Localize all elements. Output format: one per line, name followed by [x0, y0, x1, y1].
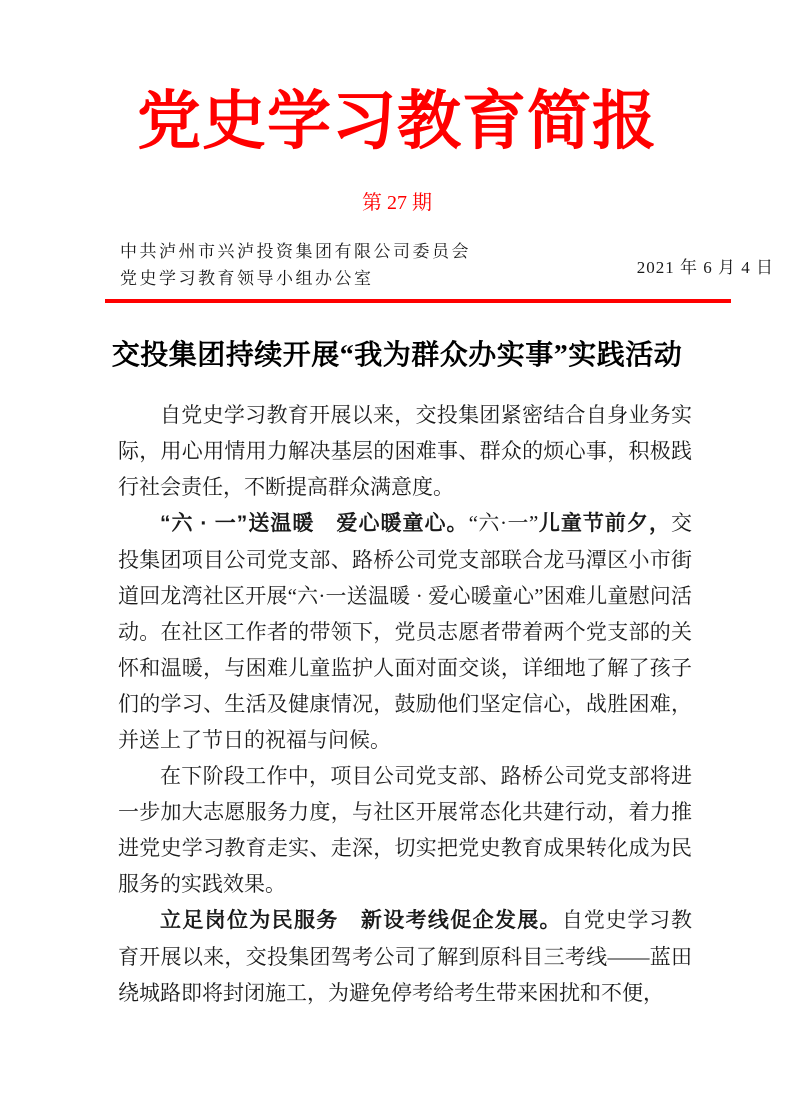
- text-run: 自党史学习教育开展以来，交投集团紧密结合自身业务实际，用心用情用力解决基层的困难事、群众的烦心事，积极践行社会责任，不断提高群众满意度。: [118, 403, 692, 499]
- masthead-divider-rule: [105, 299, 731, 303]
- org-line-1: 中共泸州市兴泸投资集团有限公司委员会: [120, 242, 471, 261]
- org-line-2: 党史学习教育领导小组办公室: [120, 269, 374, 288]
- text-run: 自党史学习教育开展以来，交投集团驾考公司了解到原科目三考线——蓝田绕城路即将封闭施工，为避免停考给考生带来困扰和不便，: [118, 908, 693, 1005]
- issue-number: 第 27 期: [362, 192, 432, 214]
- org-block: [120, 238, 471, 292]
- body-paragraph: [118, 397, 692, 505]
- article-headline: 交投集团持续开展“我为群众办实事”实践活动: [111, 340, 683, 371]
- text-run: “六 · 一”送温暖 爱心暖童心。: [160, 512, 469, 535]
- body-paragraph: [118, 902, 692, 1011]
- body-paragraph: [118, 505, 692, 758]
- text-run: 立足岗位为民服务 新设考线促企发展。: [160, 909, 562, 932]
- text-run: 儿童节前夕，: [538, 512, 672, 535]
- text-run: “六·一”: [468, 511, 539, 535]
- masthead-title: 党史学习教育简报: [137, 86, 657, 157]
- text-run: 交投集团项目公司党支部、路桥公司党支部联合龙马潭区小市街道回龙湾社区开展“六·一送温暖 · 爱心暖童心”困难儿童慰问活动。在社区工作者的带领下，党员志愿者带着两个党支部的关怀和温暖，与困难儿童监护人面对面交谈，详细地了解了孩子们的学习、生活及健康情况，鼓励他们坚定信心，战胜困难，并送上了节日的祝福与问候。: [118, 511, 693, 752]
- issuer-row: [120, 238, 774, 292]
- text-run: 在下阶段工作中，项目公司党支部、路桥公司党支部将进一步加大志愿服务力度，与社区开展常态化共建行动，着力推进党史学习教育走实、走深，切实把党史教育成果转化成为民服务的实践效果。: [118, 764, 692, 896]
- body-paragraph: [118, 758, 692, 902]
- article-body: [118, 397, 692, 1011]
- issue-date: 2021 年 6 月 4 日: [636, 257, 774, 277]
